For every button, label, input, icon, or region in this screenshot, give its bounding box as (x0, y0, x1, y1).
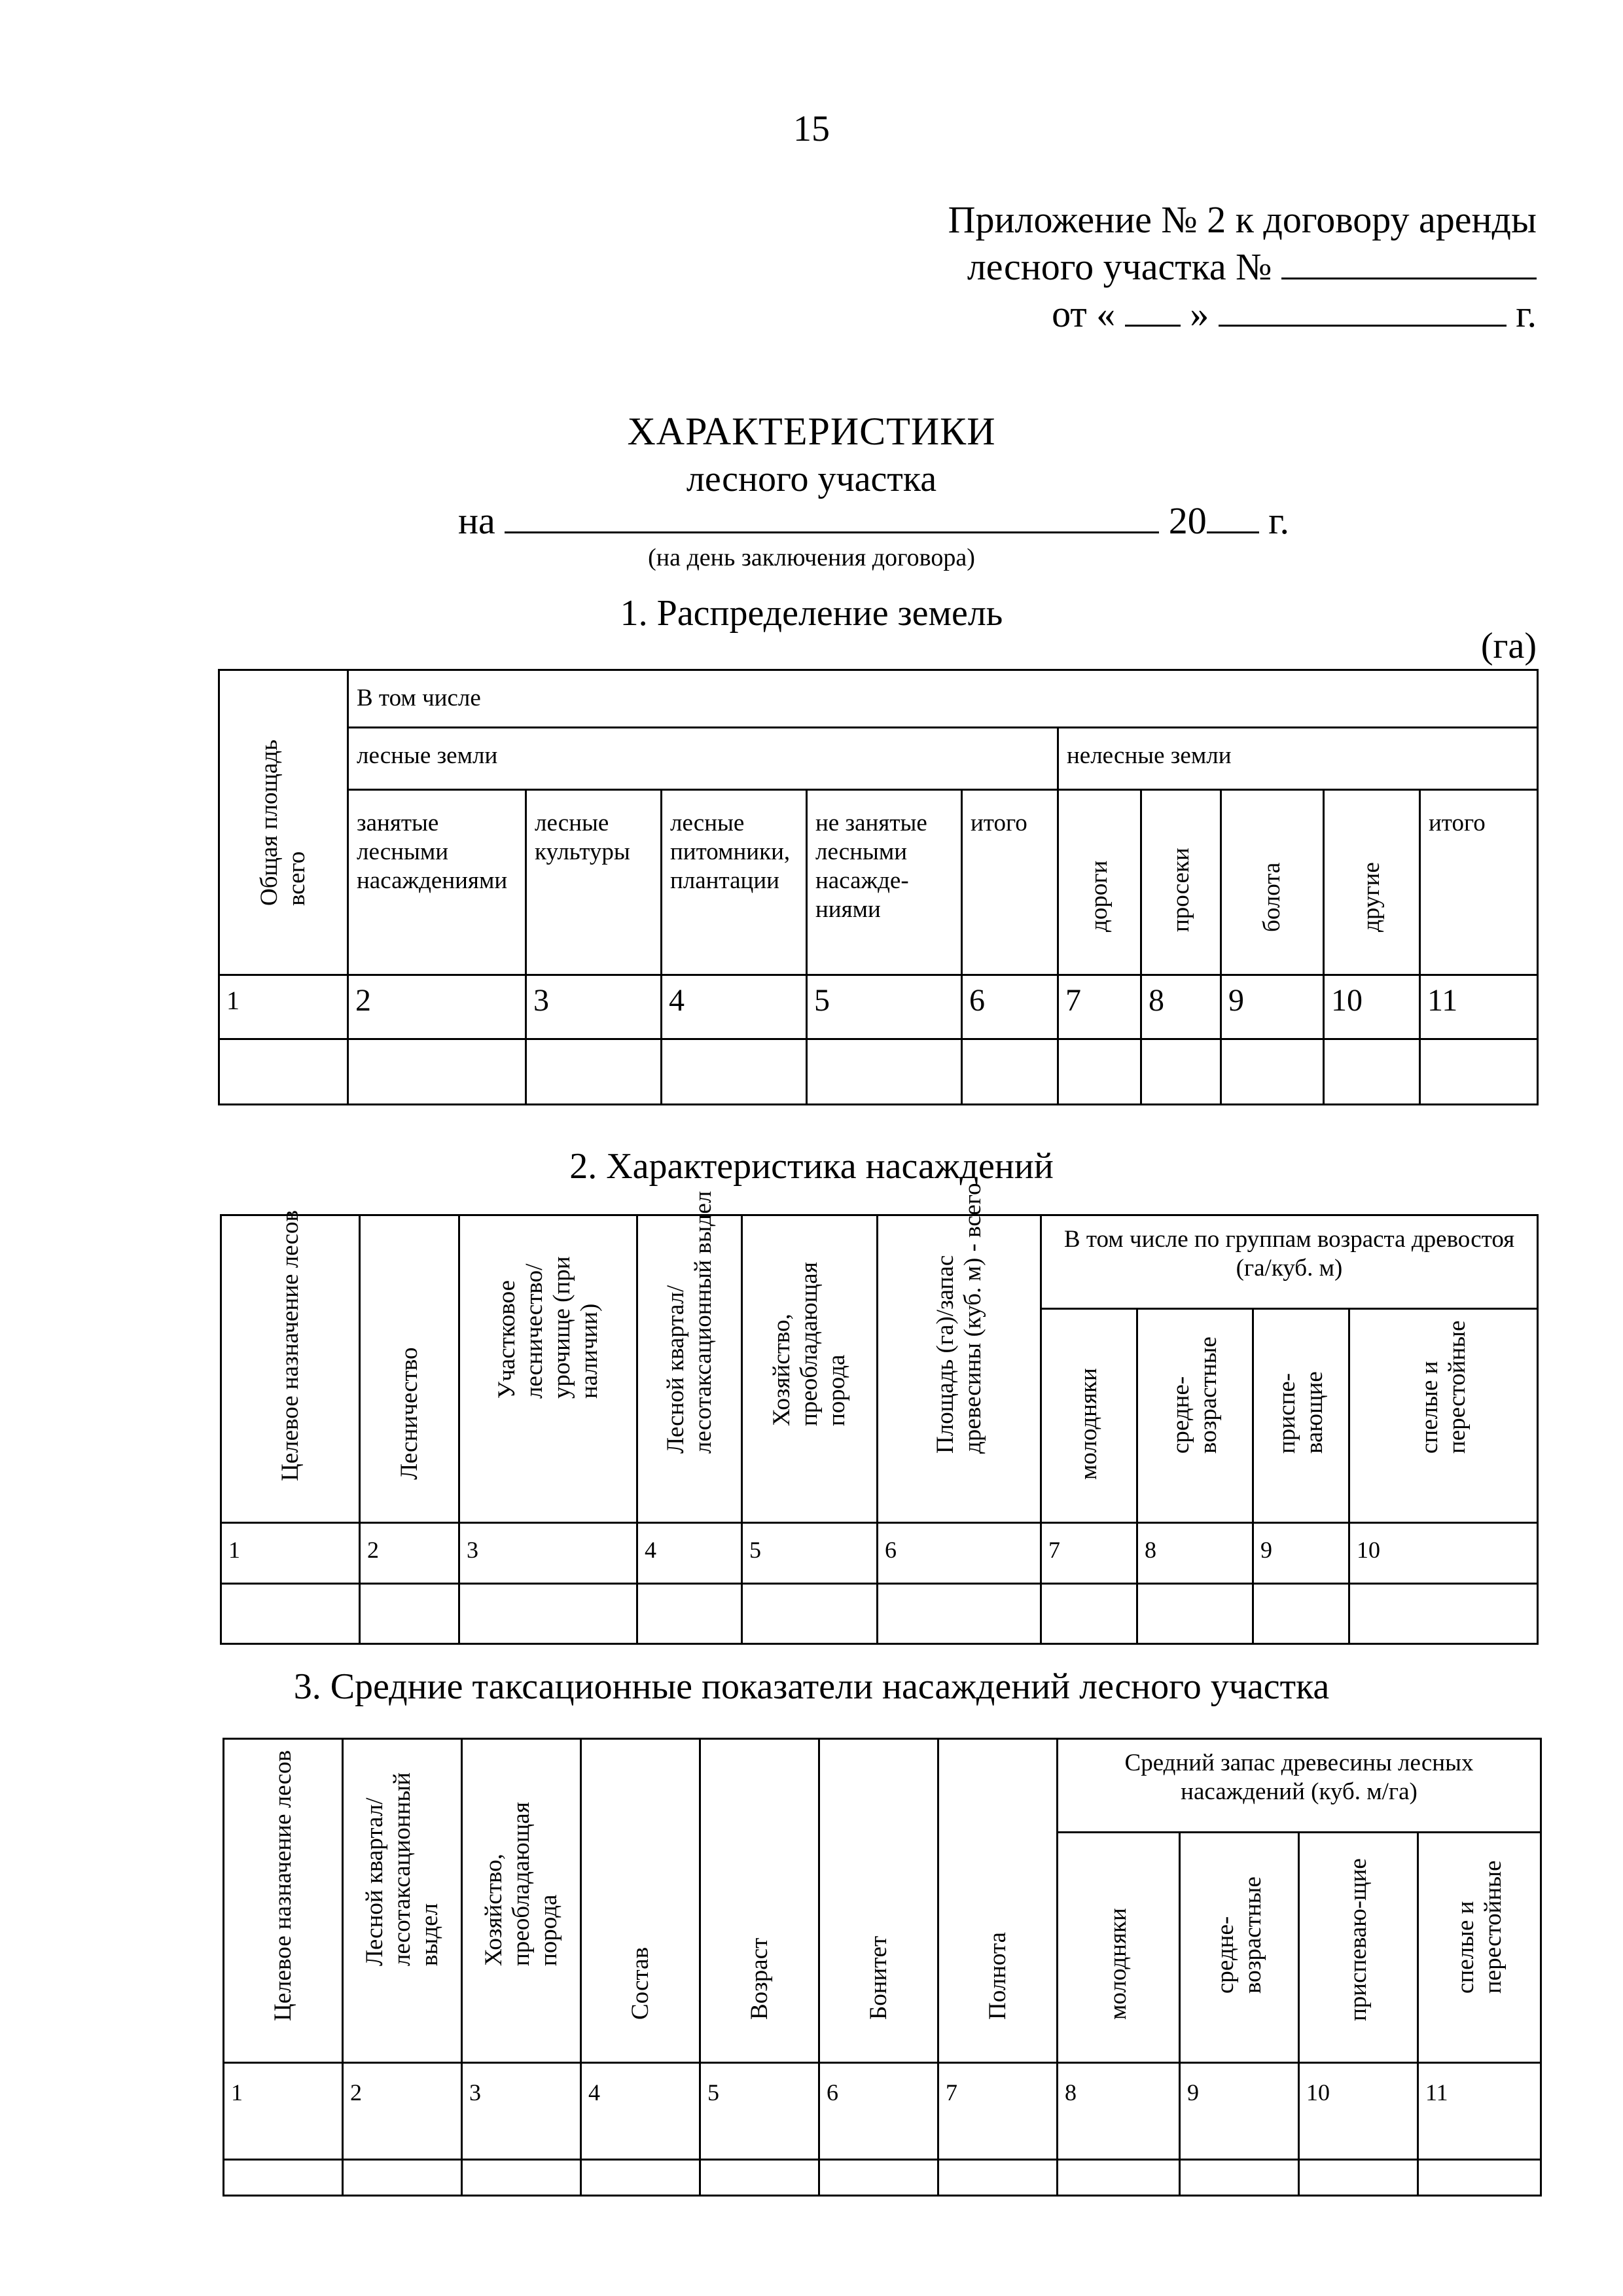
s3-blank-cell (700, 2160, 819, 2196)
s1-forest-lands: лесные земли (348, 728, 1058, 790)
s1-number: 7 (1058, 975, 1141, 1039)
s3-col-density: Полнота (938, 1739, 1058, 2063)
s2-col-species: Хозяйство, преобладающая порода (742, 1215, 878, 1523)
s3-number: 10 (1299, 2063, 1418, 2160)
s1-col-total-area: Общая площадь всего (219, 670, 348, 975)
s1-blank-cell (1221, 1039, 1324, 1105)
s1-blank-cell (1420, 1039, 1538, 1105)
s2-blank-cell (1137, 1584, 1253, 1644)
s2-age-groups-header: В том числе по группам возраста древостоя (га/куб. м) (1041, 1215, 1538, 1309)
s2-blank-cell (360, 1584, 459, 1644)
s3-stock-header: Средний запас древесины лесных насаждений (куб. м/га) (1058, 1739, 1541, 1833)
s3-blank-cell (462, 2160, 581, 2196)
s3-col-middle-aged: средне-возрастные (1180, 1833, 1299, 2063)
date-suffix: г. (1516, 293, 1537, 335)
s2-number: 6 (878, 1523, 1041, 1584)
s3-number: 3 (462, 2063, 581, 2160)
s3-blank-cell (938, 2160, 1058, 2196)
s3-blank-cell (224, 2160, 343, 2196)
document-subtitle: лесного участка (686, 459, 937, 499)
s1-col-unoccupied: не занятые лесными насажде-ниями (807, 790, 962, 975)
s2-col-district: Участковое лесничество/ урочище (при наличии) (459, 1215, 637, 1523)
date-prefix: от « (1052, 293, 1116, 335)
s2-col-block: Лесной квартал/ лесотаксационный выдел (637, 1215, 742, 1523)
page-number: 15 (793, 109, 830, 149)
s2-number: 9 (1253, 1523, 1349, 1584)
s2-col-middle-aged: средне-возрастные (1137, 1309, 1253, 1523)
s1-blank-cell (526, 1039, 662, 1105)
s3-col-mature: спелые и перестойные (1418, 1833, 1541, 2063)
day-blank (1125, 292, 1181, 327)
appendix-reference (882, 196, 1537, 338)
s1-number: 4 (662, 975, 807, 1039)
s1-col-other: другие (1324, 790, 1420, 975)
s3-col-composition: Состав (581, 1739, 700, 2063)
section1-unit: (га) (1480, 626, 1537, 666)
s1-blank-cell (662, 1039, 807, 1105)
s3-number: 8 (1058, 2063, 1180, 2160)
s1-blank-cell (348, 1039, 526, 1105)
section2-title: 2. Характеристика насаждений (569, 1146, 1054, 1187)
s3-col-purpose: Целевое назначение лесов (224, 1739, 343, 2063)
s1-col-clearings: просеки (1141, 790, 1221, 975)
s1-col-swamps: болота (1221, 790, 1324, 975)
s2-number: 1 (221, 1523, 360, 1584)
s2-blank-cell (459, 1584, 637, 1644)
s1-number: 6 (962, 975, 1058, 1039)
s1-col-cultures: лесные культуры (526, 790, 662, 975)
s1-number: 2 (348, 975, 526, 1039)
s2-blank-cell (1253, 1584, 1349, 1644)
s2-col-forestry: Лесничество (360, 1215, 459, 1523)
section1-title: 1. Распределение земель (620, 593, 1003, 634)
s3-col-site-class: Бонитет (819, 1739, 938, 2063)
s2-blank-cell (742, 1584, 878, 1644)
s3-col-block: Лесной квартал/ лесотаксационный выдел (343, 1739, 462, 2063)
s3-number: 11 (1418, 2063, 1541, 2160)
appendix-line-3 (882, 291, 1537, 338)
s1-blank-cell (219, 1039, 348, 1105)
s1-in-that: В том числе (348, 670, 1538, 728)
s3-col-young: молодняки (1058, 1833, 1180, 2063)
s2-number: 4 (637, 1523, 742, 1584)
s3-col-maturing: приспеваю-щие (1299, 1833, 1418, 2063)
month-blank (1219, 292, 1507, 327)
document-title: ХАРАКТЕРИСТИКИ (627, 410, 996, 453)
s1-number: 3 (526, 975, 662, 1039)
s1-number: 5 (807, 975, 962, 1039)
s3-blank-cell (581, 2160, 700, 2196)
s1-col-occupied: занятые лесными насаждениями (348, 790, 526, 975)
s1-nonforest-lands: нелесные земли (1058, 728, 1538, 790)
s3-blank-cell (1180, 2160, 1299, 2196)
na-label: на (458, 499, 495, 542)
s3-col-age: Возраст (700, 1739, 819, 2063)
s3-blank-cell (819, 2160, 938, 2196)
s2-number: 10 (1349, 1523, 1538, 1584)
s2-col-young: молодняки (1041, 1309, 1137, 1523)
stands-characteristics-table (220, 1183, 1539, 1645)
appendix-line-2 (882, 243, 1537, 291)
date-note: (на день заключения договора) (648, 544, 975, 571)
s2-blank-cell (878, 1584, 1041, 1644)
s3-number: 9 (1180, 2063, 1299, 2160)
s1-number: 1 (219, 975, 348, 1039)
s2-col-maturing: приспе-вающие (1253, 1309, 1349, 1523)
date-mid: » (1190, 293, 1209, 335)
s2-number: 5 (742, 1523, 878, 1584)
s1-blank-cell (962, 1039, 1058, 1105)
s2-blank-cell (1349, 1584, 1538, 1644)
s2-col-mature: спелые и перестойные (1349, 1309, 1538, 1523)
year-suffix: г. (1268, 499, 1290, 542)
s1-col-roads: дороги (1058, 790, 1141, 975)
section3-title: 3. Средние таксационные показатели насаждений лесного участка (293, 1666, 1330, 1707)
s1-col-nonforest-total: итого (1420, 790, 1538, 975)
s3-blank-cell (1058, 2160, 1180, 2196)
s3-blank-cell (343, 2160, 462, 2196)
s3-blank-cell (1299, 2160, 1418, 2196)
s2-number: 7 (1041, 1523, 1137, 1584)
s2-number: 8 (1137, 1523, 1253, 1584)
s1-blank-cell (1324, 1039, 1420, 1105)
s3-number: 4 (581, 2063, 700, 2160)
year-prefix: 20 (1168, 499, 1207, 542)
year-blank (1207, 499, 1259, 533)
s3-number: 1 (224, 2063, 343, 2160)
s2-col-area-stock: Площадь (га)/запас древесины (куб. м) - всего (878, 1215, 1041, 1523)
s1-number: 8 (1141, 975, 1221, 1039)
s1-blank-cell (807, 1039, 962, 1105)
date-blank (505, 499, 1159, 533)
s1-number: 11 (1420, 975, 1538, 1039)
land-distribution-table (218, 669, 1539, 1105)
s1-col-nurseries: лесные питомники, плантации (662, 790, 807, 975)
s2-number: 2 (360, 1523, 459, 1584)
s3-number: 6 (819, 2063, 938, 2160)
contract-number-blank (1281, 245, 1537, 279)
s1-blank-cell (1058, 1039, 1141, 1105)
s3-number: 7 (938, 2063, 1058, 2160)
s3-col-species: Хозяйство, преобладающая порода (462, 1739, 581, 2063)
s1-number: 9 (1221, 975, 1324, 1039)
s3-number: 5 (700, 2063, 819, 2160)
date-line (458, 499, 1289, 543)
appendix-line-1: Приложение № 2 к договору аренды (948, 198, 1537, 241)
s2-blank-cell (1041, 1584, 1137, 1644)
s1-blank-cell (1141, 1039, 1221, 1105)
s2-blank-cell (221, 1584, 360, 1644)
s1-col-forest-total: итого (962, 790, 1058, 975)
s3-number: 2 (343, 2063, 462, 2160)
contract-number-label: лесного участка № (967, 245, 1272, 288)
s3-blank-cell (1418, 2160, 1541, 2196)
s1-number: 10 (1324, 975, 1420, 1039)
average-inventory-table (223, 1738, 1542, 2197)
s2-number: 3 (459, 1523, 637, 1584)
s2-col-purpose: Целевое назначение лесов (221, 1215, 360, 1523)
s2-blank-cell (637, 1584, 742, 1644)
